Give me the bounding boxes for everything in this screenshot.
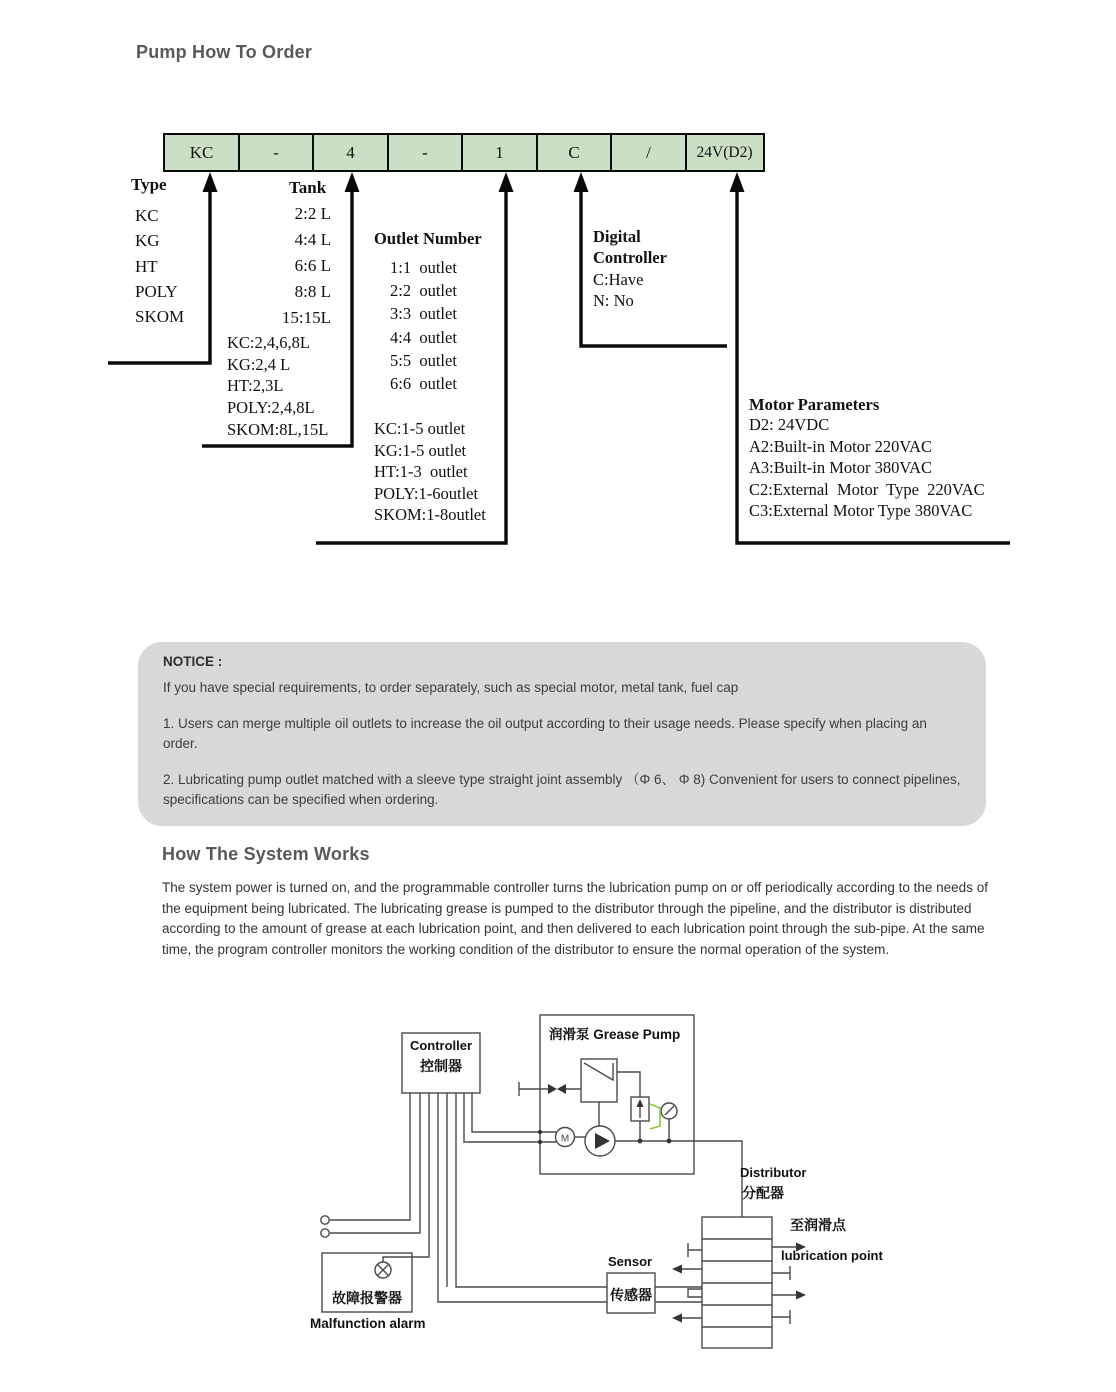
notice-panel bbox=[138, 642, 986, 826]
tank-list bbox=[230, 201, 331, 331]
grease-pump-label: 润滑泵 Grease Pump bbox=[549, 1027, 681, 1042]
code-cell-slash: / bbox=[610, 133, 687, 172]
tank-note: HT:2,3L bbox=[227, 376, 284, 396]
type-arrowhead bbox=[203, 172, 218, 192]
outlet-note: SKOM:1-8outlet bbox=[374, 505, 486, 525]
tank-item: 6:6 L bbox=[294, 256, 331, 275]
outlet-tick-l1 bbox=[688, 1243, 702, 1257]
wire-motor-1 bbox=[464, 1093, 556, 1142]
motor-param: C2:External Motor Type 220VAC bbox=[749, 479, 985, 499]
tank-label: Tank bbox=[289, 178, 327, 197]
relief-spring-green bbox=[650, 1104, 660, 1129]
digital-controller-options bbox=[593, 269, 643, 311]
motor-arrowhead bbox=[730, 172, 745, 192]
notice-item-2: 2. Lubricating pump outlet matched with a sleeve type straight joint assembly （Φ 6、 Φ 8) Convenient for users to connect pipelines, specifications can be specified when ordering. bbox=[163, 772, 961, 807]
notice-title: NOTICE : bbox=[163, 654, 223, 669]
outlet-item: 4:4 outlet bbox=[390, 327, 457, 347]
type-label: Type bbox=[131, 175, 167, 194]
digital-controller-label bbox=[593, 226, 667, 268]
wire-alarm-lamp bbox=[383, 1093, 429, 1262]
tank-item: 2:2 L bbox=[294, 204, 331, 223]
tank-notes bbox=[227, 332, 328, 441]
junction-dot-3 bbox=[538, 1130, 542, 1134]
type-item: HT bbox=[135, 256, 158, 276]
page-title: Pump How To Order bbox=[136, 42, 313, 62]
digital-option: C:Have bbox=[593, 270, 644, 289]
tank-note: SKOM:8L,15L bbox=[227, 419, 329, 439]
wire-sensor-top bbox=[456, 1093, 607, 1287]
ordering-arrowheads bbox=[203, 172, 745, 192]
type-list bbox=[135, 203, 184, 329]
outlet-arrowhead-r2 bbox=[796, 1291, 806, 1300]
outlet-tick-r2 bbox=[772, 1310, 790, 1324]
reservoir-level-indicator bbox=[584, 1063, 613, 1080]
junction-dot-1 bbox=[638, 1139, 643, 1144]
tank-arrowhead bbox=[345, 172, 360, 192]
relief-arrowhead bbox=[637, 1099, 644, 1107]
how-it-works-paragraph: The system power is turned on, and the programmable controller turns the lubrication pump on or off periodically according to the needs of the equipment being lubricated. The lubricating grease is pumped to the distributor through the pipeline, and the distributor is distributed according to the amount of grease at each lubrication point, and then delivered to each lubrication point through the sub-pipe. At the same time, the program controller monitors the working condition of the distributor to ensure the normal operation of the system. bbox=[162, 880, 988, 957]
indicator-stub bbox=[688, 1289, 702, 1297]
tank-note: KG:2,4 L bbox=[227, 354, 291, 374]
sensor-label-en: Sensor bbox=[608, 1254, 653, 1269]
distributor-dividers bbox=[702, 1239, 772, 1327]
motor-param: D2: 24VDC bbox=[749, 415, 830, 434]
malfunction-alarm-label-zh: 故障报警器 bbox=[332, 1290, 402, 1306]
gauge-needle bbox=[665, 1106, 674, 1115]
outlet-notes bbox=[374, 418, 486, 526]
type-item: POLY bbox=[135, 281, 178, 301]
alarm-lamp-cross bbox=[378, 1265, 389, 1276]
code-cell-controller: C bbox=[536, 133, 613, 172]
type-item: KG bbox=[135, 231, 160, 251]
code-cell-dash1: - bbox=[238, 133, 315, 172]
notice-line-1: If you have special requirements, to order separately, such as special motor, metal tank, fuel cap bbox=[163, 680, 739, 695]
tank-item: 8:8 L bbox=[294, 282, 331, 301]
relief-feed-line bbox=[617, 1072, 640, 1097]
junction-dot-4 bbox=[538, 1140, 542, 1144]
notice-item-1: 1. Users can merge multiple oil outlets to increase the oil output according to their usage needs. Please specify when placing an order. bbox=[163, 716, 927, 751]
outlet-item: 1:1 outlet bbox=[390, 258, 457, 277]
terminal-circle-2 bbox=[321, 1229, 329, 1237]
code-cell-voltage: 24V(D2) bbox=[685, 133, 765, 172]
pump-flow-triangle bbox=[595, 1133, 610, 1149]
outlet-note: POLY:1-6outlet bbox=[374, 483, 479, 503]
code-cell-dash2: - bbox=[387, 133, 464, 172]
tank-item: 4:4 L bbox=[294, 230, 331, 249]
code-cell-type: KC bbox=[163, 133, 240, 172]
type-item: KC bbox=[135, 206, 159, 225]
reservoir bbox=[581, 1059, 617, 1102]
tank-note: POLY:2,4,8L bbox=[227, 398, 315, 418]
motor-parameters-label: Motor Parameters bbox=[749, 395, 880, 414]
digital-bracket bbox=[581, 190, 727, 346]
terminal-circle-1 bbox=[321, 1216, 329, 1224]
outlet-list bbox=[390, 256, 457, 395]
lubrication-point-label: lubrication point bbox=[781, 1248, 883, 1263]
outlet-item: 2:2 outlet bbox=[390, 281, 457, 301]
malfunction-alarm-label-en: Malfunction alarm bbox=[310, 1316, 426, 1331]
outlet-arrowhead bbox=[499, 172, 514, 192]
digital-label-line1: Digital bbox=[593, 227, 641, 246]
outlet-arrowhead-l2 bbox=[672, 1314, 682, 1323]
digital-label-line2: Controller bbox=[593, 248, 667, 267]
digital-option: N: No bbox=[593, 291, 634, 310]
outlet-item: 3:3 outlet bbox=[390, 304, 457, 324]
wire-terminal-2 bbox=[330, 1093, 420, 1233]
outlet-label: Outlet Number bbox=[374, 229, 482, 248]
to-lubrication-label-zh: 至润滑点 bbox=[790, 1217, 846, 1233]
digital-arrowhead bbox=[574, 172, 589, 192]
how-it-works-title: How The System Works bbox=[162, 844, 370, 864]
motor-param: C3:External Motor Type 380VAC bbox=[749, 501, 973, 521]
sensor-label-zh: 传感器 bbox=[610, 1287, 652, 1303]
outlet-note: HT:1-3 outlet bbox=[374, 462, 468, 482]
tank-item: 15:15L bbox=[281, 308, 331, 327]
motor-param: A2:Built-in Motor 220VAC bbox=[749, 436, 933, 456]
wire-terminal-1 bbox=[330, 1093, 410, 1220]
outlet-item: 5:5 outlet bbox=[390, 350, 457, 370]
outlet-item: 6:6 outlet bbox=[390, 374, 457, 394]
tank-note: KC:2,4,6,8L bbox=[227, 333, 310, 352]
junction-dot-2 bbox=[667, 1139, 672, 1144]
check-valve-left bbox=[548, 1084, 557, 1094]
wire-motor-2 bbox=[472, 1093, 556, 1132]
motor-param: A3:Built-in Motor 380VAC bbox=[749, 458, 933, 478]
controller-label-zh: 控制器 bbox=[420, 1058, 462, 1074]
type-item: SKOM bbox=[135, 307, 185, 327]
code-cell-outlet: 1 bbox=[461, 133, 538, 172]
code-cell-tank: 4 bbox=[312, 133, 389, 172]
outlet-tick-r1 bbox=[772, 1266, 790, 1280]
controller-label-en: Controller bbox=[409, 1038, 473, 1053]
outlet-note: KG:1-5 outlet bbox=[374, 440, 467, 460]
main-supply-line bbox=[615, 1141, 742, 1217]
motor-letter: M bbox=[560, 1133, 570, 1145]
order-code-row bbox=[163, 133, 765, 172]
motor-parameters-list bbox=[749, 414, 985, 522]
outlet-note: KC:1-5 outlet bbox=[374, 419, 466, 438]
distributor-label-zh: 分配器 bbox=[742, 1185, 784, 1201]
distributor-label-en: Distributor bbox=[740, 1165, 807, 1180]
outlet-arrowhead-l1 bbox=[672, 1265, 682, 1274]
check-valve-right bbox=[557, 1084, 566, 1094]
